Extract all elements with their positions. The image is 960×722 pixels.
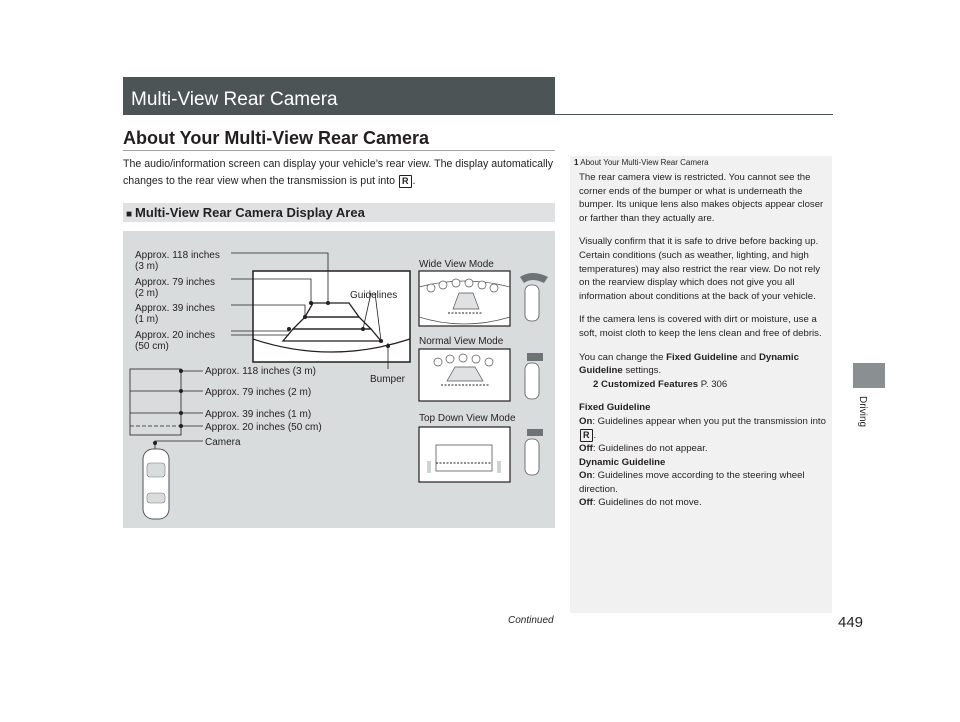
label-3-m: (3 m) bbox=[135, 261, 159, 272]
reverse-key-icon: R bbox=[399, 175, 412, 188]
section-title: About Your Multi-View Rear Camera bbox=[123, 128, 430, 148]
reverse-key-icon: R bbox=[580, 429, 593, 442]
intro-paragraph: The audio/information screen can display your vehicle’s rear view. The display automatically changes to the rear view when the transmission is put into R . bbox=[123, 158, 554, 187]
label-20-inches: Approx. 20 inches bbox=[135, 330, 216, 341]
car-icon-wide bbox=[525, 285, 539, 321]
car-icon-top-down bbox=[525, 439, 539, 475]
bumper-label: Bumper bbox=[370, 374, 406, 385]
sidebar-p4: You can change the Fixed Guideline and Dynamic Guideline settings. 2 Customized Features P. 306 bbox=[579, 351, 799, 390]
label-2-m: (2 m) bbox=[135, 288, 159, 299]
label-79-inches: Approx. 79 inches bbox=[135, 277, 216, 288]
wide-view-mode-label: Wide View Mode bbox=[419, 259, 494, 270]
top-down-view-screen bbox=[419, 427, 510, 482]
car-top-view-icon bbox=[143, 449, 169, 519]
chapter-title: Multi-View Rear Camera bbox=[131, 89, 338, 110]
car-icon-normal bbox=[525, 363, 539, 399]
header-rule bbox=[555, 114, 833, 115]
top-down-view-mode-label: Top Down View Mode bbox=[419, 413, 516, 424]
square-bullet-icon: ■ bbox=[126, 209, 133, 220]
side-label-39: Approx. 39 inches (1 m) bbox=[205, 409, 312, 420]
top-down-view-wedge-icon bbox=[527, 429, 543, 436]
note-marker-icon: 1 bbox=[574, 158, 579, 167]
chapter-side-label: Driving bbox=[857, 396, 868, 428]
label-50-cm: (50 cm) bbox=[135, 341, 169, 352]
normal-view-mode-label: Normal View Mode bbox=[419, 336, 504, 347]
side-label-118: Approx. 118 inches (3 m) bbox=[205, 366, 316, 377]
side-label-79: Approx. 79 inches (2 m) bbox=[205, 387, 312, 398]
cross-reference[interactable]: 2 Customized Features P. 306 bbox=[593, 378, 728, 390]
side-label-20: Approx. 20 inches (50 cm) bbox=[205, 422, 322, 433]
subsection-title: ■ Multi-View Rear Camera Display Area bbox=[126, 205, 365, 220]
continued-label: Continued bbox=[508, 615, 554, 626]
fixed-guideline-block: Fixed Guideline On: Guidelines appear when you put the transmission into R . Off: Guidelines do not appear. Dynamic Guideline On: Guidelines move according to the steering wheel direction. Off: Guidelines do not move. bbox=[579, 402, 826, 509]
reference-arrow-icon: 2 bbox=[593, 378, 599, 390]
sidebar-p3: If the camera lens is covered with dirt or moisture, use a soft, moist cloth to keep the lens clean and free of debris. bbox=[579, 314, 822, 339]
camera-display-diagram bbox=[123, 231, 555, 528]
normal-view-wedge-icon bbox=[527, 353, 543, 361]
sidebar-p1: The rear camera view is restricted. You cannot see the corner ends of the bumper or what is underneath the bumper. Its unique lens also makes objects appear closer or farther than they actually are. bbox=[579, 172, 824, 224]
section-rule bbox=[123, 150, 555, 151]
chapter-thumb-tab bbox=[853, 363, 885, 388]
sidebar-p2: Visually confirm that it is safe to drive before backing up. Certain conditions (such as weather, lighting, and high temperatures) may also restrict the rear view. Do not rely on the rearview display which does not give you all information about conditions at the back of your vehicle. bbox=[579, 236, 820, 302]
label-1-m: (1 m) bbox=[135, 314, 159, 325]
camera-label: Camera bbox=[205, 437, 241, 448]
sidebar-heading: 1 About Your Multi-View Rear Camera bbox=[574, 158, 709, 167]
page-number: 449 bbox=[838, 614, 864, 631]
label-39-inches: Approx. 39 inches bbox=[135, 303, 216, 314]
guidelines-label: Guidelines bbox=[350, 290, 398, 301]
label-118-inches: Approx. 118 inches bbox=[135, 250, 220, 261]
sidebar-body bbox=[579, 171, 827, 510]
